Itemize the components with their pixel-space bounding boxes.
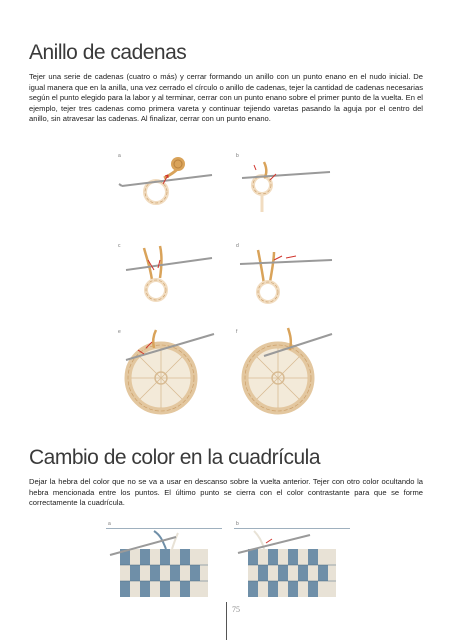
round-illustration (234, 326, 334, 416)
page-divider (226, 602, 227, 640)
figure-e (116, 326, 216, 416)
page-number-block (226, 602, 256, 640)
figure-label: a (118, 153, 121, 159)
figure-a (116, 150, 216, 216)
figure-label: a (108, 521, 111, 527)
section-paragraph-cambio-color: Dejar la hebra del color que no se va a usar en descanso sobre la vuelta anterior. Tejer con otro color ocultando la hebra mencionada entre los puntos. El último punto se cierra con el color contrastante para que se forme correctamente la cuadrícula. (29, 477, 423, 508)
figure-c (116, 240, 216, 306)
page-number: 75 (232, 605, 240, 614)
section-title-cambio-color: Cambio de color en la cuadrícula (29, 446, 321, 469)
section-paragraph-anillo: Tejer una serie de cadenas (cuatro o más) y cerrar formando un anillo con un punto enano en el nudo inicial. De igual manera que en la anilla, una vez cerrado el círculo o anillo de cadenas, tejer la cantidad de cadenas necesarias según el punto elegido para la labor y al terminar, cerrar con un punto enano sobre el primer punto de la vuelta. En el ejemplo, tejer tres cadenas como primera vareta y continuar tejiendo varetas pasando la aguja por el centro del anillo, sin atravesar las cadenas. Al finalizar, cerrar con un punto enano. (29, 72, 423, 124)
section-title-anillo: Anillo de cadenas (29, 41, 187, 64)
figure-grid-a (106, 519, 222, 601)
figure-label: f (236, 329, 238, 335)
chain-ring-illustration (234, 240, 334, 306)
figure-label: d (236, 243, 239, 249)
figure-b (234, 150, 334, 216)
figure-label: b (236, 153, 239, 159)
chain-ring-illustration (116, 240, 216, 306)
figure-grid-b (234, 519, 350, 601)
round-illustration (116, 326, 216, 416)
figure-d (234, 240, 334, 306)
chain-ring-illustration (234, 150, 334, 216)
figure-label: e (118, 329, 121, 335)
chain-ring-illustration (116, 150, 216, 216)
color-grid-illustration (234, 519, 350, 601)
figure-label: c (118, 243, 121, 249)
figure-label: b (236, 521, 239, 527)
figure-f (234, 326, 334, 416)
color-grid-illustration (106, 519, 222, 601)
